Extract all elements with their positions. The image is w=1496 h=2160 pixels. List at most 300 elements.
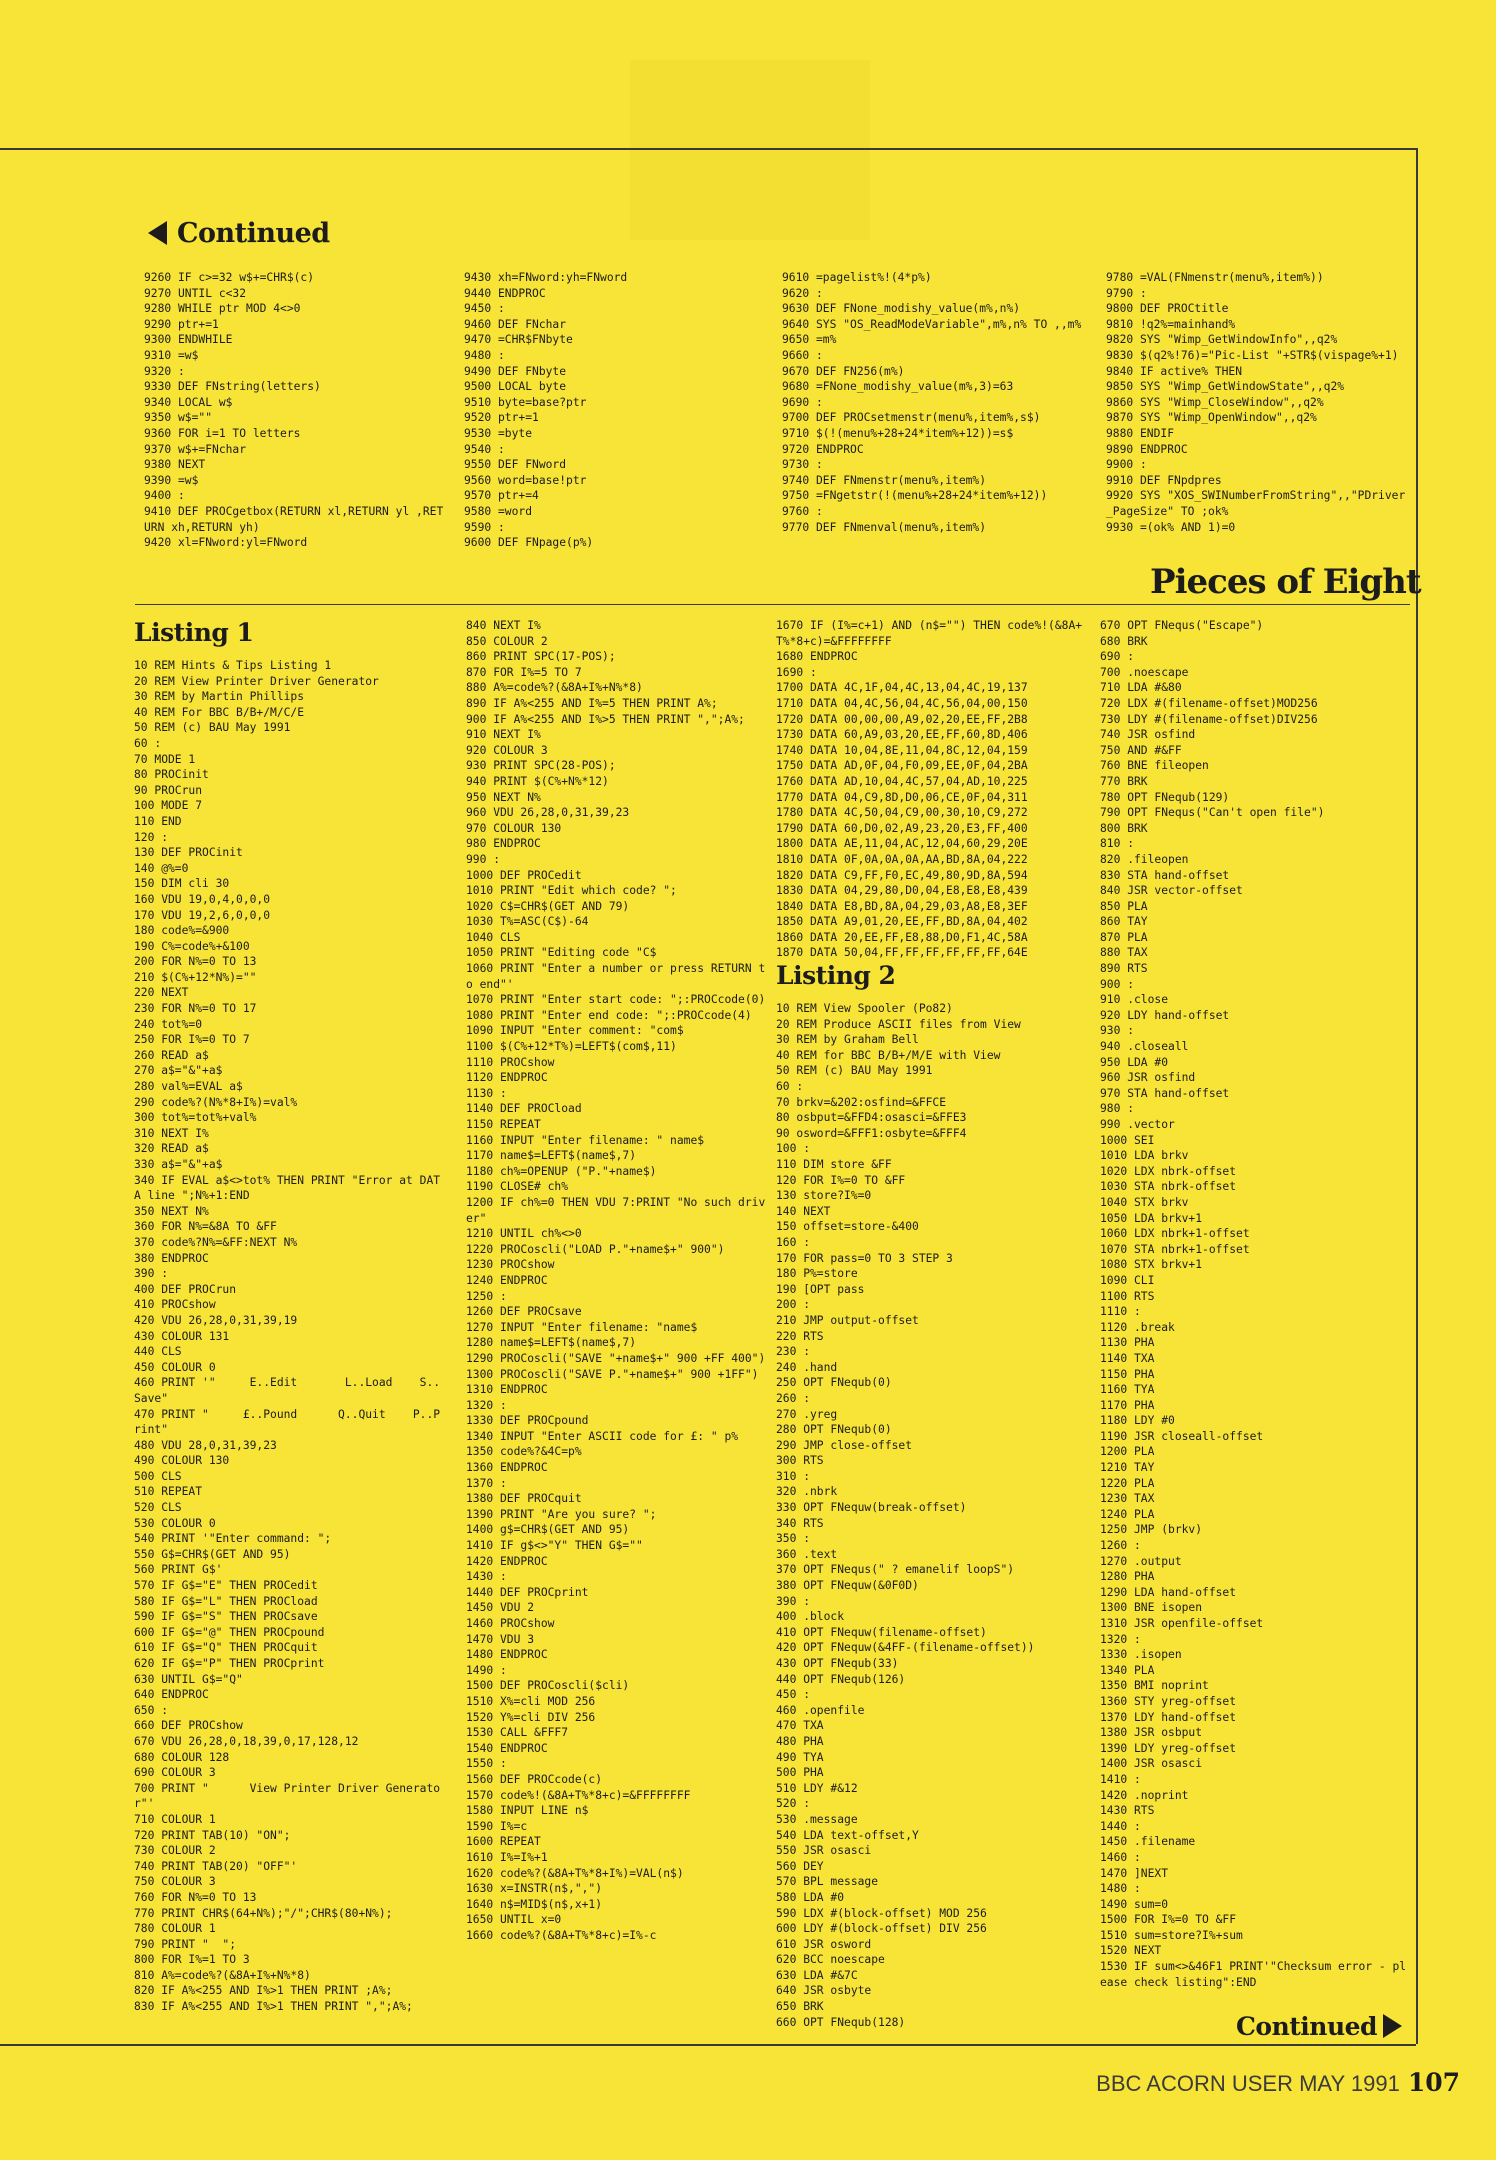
code-line: 1690 : — [776, 665, 817, 679]
code-line: 1440 : — [1100, 1819, 1141, 1833]
code-line: 1850 DATA A9,01,20,EE,FF,BD,8A,04,402 — [776, 915, 1028, 929]
code-line: 1560 DEF PROCcode(c) — [466, 1772, 603, 1786]
code-line: 620 IF G$="P" THEN PROCprint — [134, 1657, 325, 1670]
code-line: 930 : — [1100, 1024, 1135, 1038]
code-line: 710 LDA #&80 — [1100, 681, 1182, 695]
code-line: 980 ENDPROC — [466, 837, 541, 851]
code-line: 610 IF G$="Q" THEN PROCquit — [134, 1641, 318, 1655]
code-line: 350 NEXT N% — [134, 1204, 209, 1218]
code-line: 310 : — [776, 1469, 811, 1483]
code-line: 350 : — [776, 1532, 811, 1546]
code-line: 170 VDU 19,2,6,0,0,0 — [134, 908, 271, 922]
code-line: 1170 name$=LEFT$(name$,7) — [466, 1149, 637, 1163]
code-line: 550 G$=CHR$(GET AND 95) — [134, 1547, 291, 1561]
code-line: 920 LDY hand-offset — [1100, 1008, 1230, 1022]
code-line: 120 FOR I%=0 TO &FF — [776, 1173, 906, 1187]
code-line: 1320 : — [466, 1398, 507, 1412]
code-line: 980 : — [1100, 1102, 1135, 1116]
code-line: 790 PRINT " "; — [134, 1937, 237, 1951]
code-line: 840 JSR vector-offset — [1100, 884, 1243, 898]
listing-1-title: Listing 1 — [134, 618, 254, 647]
code-line: 1210 TAY — [1100, 1461, 1155, 1475]
code-line: 1160 INPUT "Enter filename: " name$ — [466, 1133, 705, 1147]
code-line: 520 CLS — [134, 1501, 182, 1515]
code-line: 9790 : — [1106, 286, 1147, 300]
code-line: 1120 ENDPROC — [466, 1071, 548, 1085]
code-line: 1290 PROCoscli("SAVE "+name$+" 900 +FF 400") — [466, 1351, 766, 1365]
code-line: 490 TYA — [776, 1750, 824, 1764]
code-line: 100 : — [776, 1142, 811, 1156]
code-line: 9520 ptr+=1 — [464, 411, 539, 425]
code-line: 9330 DEF FNstring(letters) — [144, 380, 321, 394]
code-line: 830 IF A%<255 AND I%>1 THEN PRINT ",";A%; — [134, 2000, 413, 2014]
code-line: 1170 PHA — [1100, 1398, 1155, 1412]
code-line: 480 VDU 28,0,31,39,23 — [134, 1438, 277, 1452]
code-line: 1660 code%?(&8A+T%*8+c)=I%-c — [466, 1928, 657, 1942]
code-line: 50 REM (c) BAU May 1991 — [776, 1064, 933, 1078]
code-line: 630 UNTIL G$="Q" — [134, 1672, 243, 1686]
code-line: 820 IF A%<255 AND I%>1 THEN PRINT ;A%; — [134, 1984, 393, 1998]
code-line: 110 END — [134, 814, 182, 828]
code-line: 1520 NEXT — [1100, 1944, 1162, 1958]
code-line: 660 DEF PROCshow — [134, 1719, 243, 1733]
code-line: 70 brkv=&202:osfind=&FFCE — [776, 1095, 947, 1109]
code-line: 9420 xl=FNword:yl=FNword — [144, 536, 308, 550]
code-line: 1460 PROCshow — [466, 1617, 555, 1630]
code-line: 900 : — [1100, 977, 1135, 991]
code-line: 420 OPT FNequw(&4FF-(filename-offset)) — [776, 1641, 1035, 1655]
top-code-column-3 — [782, 270, 1092, 535]
code-line: 240 tot%=0 — [134, 1017, 203, 1031]
code-line: 1500 DEF PROCoscli($cli) — [466, 1679, 630, 1693]
code-line: 1100 $(C%+12*T%)=LEFT$(com$,11) — [466, 1040, 677, 1054]
code-line: 1180 ch%=OPENUP ("P."+name$) — [466, 1164, 657, 1178]
code-line: 9300 ENDWHILE — [144, 333, 233, 347]
code-line: 1080 PRINT "Enter end code: ";:PROCcode(4) — [466, 1008, 752, 1022]
code-line: 9890 ENDPROC — [1106, 442, 1188, 456]
code-line: 1030 T%=ASC(C$)-64 — [466, 915, 589, 929]
code-line: 1530 CALL &FFF7 — [466, 1726, 569, 1740]
code-line: 660 OPT FNequb(128) — [776, 2015, 906, 2029]
code-line: 1600 REPEAT — [466, 1835, 541, 1849]
code-line: 1010 PRINT "Edit which code? "; — [466, 884, 677, 898]
code-line: 1590 I%=c — [466, 1819, 528, 1833]
code-line: 1310 JSR openfile-offset — [1100, 1617, 1264, 1630]
code-line: 740 JSR osfind — [1100, 728, 1196, 742]
code-line: 290 code%?(N%*8+I%)=val% — [134, 1095, 298, 1109]
code-line: 9480 : — [464, 348, 505, 362]
code-line: 20 REM Produce ASCII files from View — [776, 1017, 1021, 1031]
code-line: 40 REM for BBC B/B+/M/E with View — [776, 1048, 1001, 1062]
code-line: 670 VDU 26,28,0,18,39,0,17,128,12 — [134, 1734, 359, 1748]
code-line: 1500 FOR I%=0 TO &FF — [1100, 1913, 1237, 1927]
code-line: 260 : — [776, 1391, 811, 1405]
code-line: 860 PRINT SPC(17-POS); — [466, 650, 616, 664]
code-line: 80 osbput=&FFD4:osasci=&FFE3 — [776, 1111, 967, 1125]
code-line: 1230 TAX — [1100, 1492, 1155, 1506]
code-line: 220 RTS — [776, 1329, 824, 1343]
code-line: 1830 DATA 04,29,80,D0,04,E8,E8,E8,439 — [776, 884, 1028, 898]
code-line: 1050 PRINT "Editing code "C$ — [466, 946, 657, 960]
code-line: 9820 SYS "Wimp_GetWindowInfo",,q2% — [1106, 333, 1338, 347]
code-line: 1450 VDU 2 — [466, 1601, 535, 1615]
code-line: 9430 xh=FNword:yh=FNword — [464, 271, 628, 284]
section-divider-rule — [135, 604, 1410, 605]
code-line: 1750 DATA AD,0F,04,F0,09,EE,0F,04,2BA — [776, 759, 1028, 773]
code-line: 1270 INPUT "Enter filename: "name$ — [466, 1320, 698, 1334]
code-line: 9570 ptr+=4 — [464, 489, 539, 503]
code-line: 680 COLOUR 128 — [134, 1750, 230, 1764]
code-line: 9660 : — [782, 348, 823, 362]
code-line: 1350 code%?&4C=p% — [466, 1445, 582, 1459]
code-line: 570 IF G$="E" THEN PROCedit — [134, 1579, 318, 1593]
code-line: 440 OPT FNequb(126) — [776, 1672, 906, 1686]
code-line: 10 REM View Spooler (Po82) — [776, 1002, 953, 1016]
code-line: 910 .close — [1100, 993, 1169, 1007]
code-line: 9360 FOR i=1 TO letters — [144, 426, 301, 440]
code-line: 9800 DEF PROCtitle — [1106, 302, 1229, 316]
code-line: 1310 ENDPROC — [466, 1383, 548, 1397]
code-line: 190 C%=code%+&100 — [134, 939, 250, 953]
code-line: 1090 CLI — [1100, 1273, 1155, 1287]
code-line: 1270 .output — [1100, 1554, 1182, 1568]
code-line: 1380 DEF PROCquit — [466, 1492, 582, 1506]
code-line: 800 FOR I%=1 TO 3 — [134, 1953, 250, 1967]
code-line: 780 COLOUR 1 — [134, 1922, 216, 1936]
code-line: 9680 =FNone_modishy_value(m%,3)=63 — [782, 380, 1014, 394]
code-line: 630 LDA #&7C — [776, 1968, 858, 1982]
code-line: 1150 REPEAT — [466, 1118, 541, 1131]
frame-top-rule — [0, 148, 1416, 150]
code-line: 160 : — [776, 1235, 811, 1249]
code-line: 710 COLOUR 1 — [134, 1812, 216, 1826]
code-line: 940 PRINT $(C%+N%*12) — [466, 774, 609, 788]
code-line: 1420 ENDPROC — [466, 1554, 548, 1568]
code-line: 1430 RTS — [1100, 1804, 1155, 1818]
code-line: 1110 : — [1100, 1305, 1141, 1319]
code-line: 1140 DEF PROCload — [466, 1102, 582, 1116]
right-arrow-icon — [1383, 2014, 1402, 2038]
code-line: 9780 =VAL(FNmenstr(menu%,item%)) — [1106, 271, 1324, 284]
code-line: 990 : — [466, 852, 501, 866]
code-line: 9750 =FNgetstr(!(menu%+28+24*item%+12)) — [782, 489, 1048, 503]
code-line: 9730 : — [782, 458, 823, 472]
code-line: 1400 JSR osasci — [1100, 1757, 1203, 1771]
code-line: 1200 IF ch%=0 THEN VDU 7:PRINT "No such driver" — [466, 1195, 766, 1225]
code-line: 1210 UNTIL ch%<>0 — [466, 1227, 582, 1241]
code-line: 9340 LOCAL w$ — [144, 395, 233, 409]
code-line: 1450 .filename — [1100, 1835, 1196, 1849]
code-line: 1550 : — [466, 1757, 507, 1771]
code-line: 960 VDU 26,28,0,31,39,23 — [466, 806, 630, 820]
code-line: 1340 PLA — [1100, 1663, 1155, 1677]
code-line: 110 DIM store &FF — [776, 1158, 892, 1171]
code-line: 1030 STA nbrk-offset — [1100, 1180, 1237, 1194]
code-line: 1190 JSR closeall-offset — [1100, 1429, 1264, 1443]
code-line: 9630 DEF FNone_modishy_value(m%,n%) — [782, 302, 1021, 316]
code-line: 300 tot%=tot%+val% — [134, 1111, 257, 1125]
code-line: 9590 : — [464, 520, 505, 534]
code-line: 30 REM by Graham Bell — [776, 1033, 919, 1047]
code-line: 9440 ENDPROC — [464, 286, 546, 300]
code-line: 300 RTS — [776, 1454, 824, 1468]
code-line: 1060 LDX nbrk+1-offset — [1100, 1227, 1250, 1241]
code-line: 670 OPT FNequs("Escape") — [1100, 619, 1264, 632]
code-line: 1720 DATA 00,00,00,A9,02,20,EE,FF,2B8 — [776, 712, 1028, 726]
code-line: 690 COLOUR 3 — [134, 1766, 216, 1780]
code-line: 1710 DATA 04,4C,56,04,4C,56,04,00,150 — [776, 696, 1028, 710]
code-line: 310 NEXT I% — [134, 1126, 209, 1140]
code-line: 1420 .noprint — [1100, 1788, 1189, 1802]
code-line: 140 NEXT — [776, 1204, 831, 1218]
code-line: 680 BRK — [1100, 634, 1148, 648]
code-line: 1160 TYA — [1100, 1383, 1155, 1397]
frame-right-rule — [1416, 148, 1418, 2044]
code-line: 560 DEY — [776, 1859, 824, 1873]
code-line: 9530 =byte — [464, 426, 533, 440]
code-line: 9310 =w$ — [144, 348, 199, 362]
code-line: 9600 DEF FNpage(p%) — [464, 536, 594, 550]
code-line: 160 VDU 19,0,4,0,0,0 — [134, 892, 271, 906]
code-line: 1130 PHA — [1100, 1336, 1155, 1350]
code-line: 9580 =word — [464, 504, 533, 518]
code-line: 290 JMP close-offset — [776, 1438, 913, 1452]
code-line: 770 BRK — [1100, 774, 1148, 788]
code-line: 1540 ENDPROC — [466, 1741, 548, 1755]
code-line: 1370 LDY hand-offset — [1100, 1710, 1237, 1724]
page-number: 107 — [1407, 2068, 1460, 2097]
code-line: 1740 DATA 10,04,8E,11,04,8C,12,04,159 — [776, 743, 1028, 757]
code-line: 9260 IF c>=32 w$+=CHR$(c) — [144, 271, 315, 284]
code-line: 9540 : — [464, 442, 505, 456]
code-line: 9850 SYS "Wimp_GetWindowState",,q2% — [1106, 380, 1345, 394]
code-line: 1480 ENDPROC — [466, 1648, 548, 1662]
code-line: 9380 NEXT — [144, 458, 206, 472]
code-line: 970 STA hand-offset — [1100, 1086, 1230, 1100]
code-line: 1060 PRINT "Enter a number or press RETURN to end"' — [466, 962, 766, 991]
code-line: 380 OPT FNequw(&0F0D) — [776, 1579, 919, 1593]
code-line: 490 COLOUR 130 — [134, 1454, 230, 1468]
code-line: 900 IF A%<255 AND I%>5 THEN PRINT ",";A%; — [466, 712, 745, 726]
code-line: 720 PRINT TAB(10) "ON"; — [134, 1828, 291, 1842]
code-line: 9930 =(ok% AND 1)=0 — [1106, 520, 1236, 534]
code-line: 330 a$="&"+a$ — [134, 1158, 223, 1171]
code-line: 1330 DEF PROCpound — [466, 1414, 589, 1428]
code-line: 1250 : — [466, 1289, 507, 1303]
code-line: 50 REM (c) BAU May 1991 — [134, 721, 291, 735]
code-line: 320 READ a$ — [134, 1142, 209, 1156]
code-line: 9870 SYS "Wimp_OpenWindow",,q2% — [1106, 411, 1317, 425]
code-line: 330 OPT FNequw(break-offset) — [776, 1501, 967, 1515]
code-line: 9810 !q2%=mainhand% — [1106, 317, 1236, 331]
code-line: 510 LDY #&12 — [776, 1781, 858, 1795]
code-line: 940 .closeall — [1100, 1040, 1189, 1054]
continued-next-label: Continued — [1236, 2012, 1378, 2041]
code-line: 1490 : — [466, 1663, 507, 1677]
code-line: 200 FOR N%=0 TO 13 — [134, 955, 257, 969]
code-line: 9500 LOCAL byte — [464, 380, 567, 394]
code-line: 850 COLOUR 2 — [466, 634, 548, 648]
code-line: 1760 DATA AD,10,04,4C,57,04,AD,10,225 — [776, 774, 1028, 788]
code-line: 600 IF G$="@" THEN PROCpound — [134, 1625, 325, 1639]
code-line: 70 MODE 1 — [134, 752, 196, 766]
code-line: 1650 UNTIL x=0 — [466, 1913, 562, 1927]
continued-from-heading — [148, 218, 330, 249]
code-line: 9620 : — [782, 286, 823, 300]
code-line: 470 PRINT " £..Pound Q..Quit P..Print" — [134, 1407, 441, 1437]
code-line: 770 PRINT CHR$(64+N%);"/";CHR$(80+N%); — [134, 1906, 393, 1920]
code-line: 580 IF G$="L" THEN PROCload — [134, 1594, 318, 1608]
code-line: 380 ENDPROC — [134, 1251, 209, 1265]
code-line: 1790 DATA 60,D0,02,A9,23,20,E3,FF,400 — [776, 821, 1028, 835]
code-line: 1380 JSR osbput — [1100, 1726, 1203, 1740]
code-line: 730 LDY #(filename-offset)DIV256 — [1100, 712, 1318, 726]
code-line: 1040 CLS — [466, 930, 521, 944]
code-line: 210 $(C%+12*N%)="" — [134, 970, 257, 984]
code-line: 1300 PROCoscli("SAVE P."+name$+" 900 +1FF") — [466, 1367, 759, 1381]
code-line: 530 .message — [776, 1812, 858, 1826]
bottom-code-column-4 — [1100, 618, 1412, 1990]
code-line: 80 PROCinit — [134, 768, 209, 782]
code-line: 1470 VDU 3 — [466, 1632, 535, 1646]
code-line: 20 REM View Printer Driver Generator — [134, 674, 379, 688]
code-line: 9710 $(!(menu%+28+24*item%+12))=s$ — [782, 426, 1014, 440]
code-line: 9510 byte=base?ptr — [464, 395, 587, 409]
code-line: 9830 $(q2%!76)="Pic-List "+STR$(vispage%+1) — [1106, 348, 1399, 362]
code-line: 990 .vector — [1100, 1118, 1175, 1131]
code-line: 1520 Y%=cli DIV 256 — [466, 1710, 596, 1724]
code-line: 9840 IF active% THEN — [1106, 364, 1243, 378]
code-line: 1230 PROCshow — [466, 1258, 555, 1272]
code-line: 9450 : — [464, 302, 505, 316]
code-line: 510 REPEAT — [134, 1485, 203, 1499]
code-line: 140 @%=0 — [134, 861, 189, 875]
code-line: 550 JSR osasci — [776, 1844, 872, 1858]
code-line: 890 RTS — [1100, 962, 1148, 976]
code-line: 340 IF EVAL a$<>tot% THEN PRINT "Error at DATA line ";N%+1:END — [134, 1173, 441, 1203]
bottom-code-column-3 — [776, 618, 1088, 2030]
section-title: Pieces of Eight — [1150, 562, 1421, 602]
code-line: 190 [OPT pass — [776, 1282, 865, 1296]
code-line: 1770 DATA 04,C9,8D,D0,06,CE,0F,04,311 — [776, 790, 1028, 804]
code-line: 920 COLOUR 3 — [466, 743, 548, 757]
code-line: 870 PLA — [1100, 930, 1148, 944]
frame-bottom-rule — [0, 2044, 1416, 2046]
code-line: 9860 SYS "Wimp_CloseWindow",,q2% — [1106, 395, 1324, 409]
code-line: 9900 : — [1106, 458, 1147, 472]
code-line: 9560 word=base!ptr — [464, 473, 587, 487]
code-line: 9910 DEF FNpdpres — [1106, 473, 1222, 487]
code-line: 320 .nbrk — [776, 1485, 838, 1499]
code-line: 790 OPT FNequs("Can't open file") — [1100, 806, 1325, 820]
top-code-column-2 — [464, 270, 764, 551]
code-line: 810 : — [1100, 837, 1135, 851]
code-line: 480 PHA — [776, 1734, 824, 1748]
code-line: 230 : — [776, 1345, 811, 1359]
code-line: 1000 DEF PROCedit — [466, 868, 582, 882]
code-line: 130 store?I%=0 — [776, 1189, 872, 1203]
code-line: 10 REM Hints & Tips Listing 1 — [134, 659, 332, 672]
code-line: 9350 w$="" — [144, 411, 213, 425]
code-line: 830 STA hand-offset — [1100, 868, 1230, 882]
code-line: 400 DEF PROCrun — [134, 1282, 237, 1296]
code-line: 1140 TXA — [1100, 1351, 1155, 1365]
code-line: 1200 PLA — [1100, 1445, 1155, 1459]
code-line: 1300 BNE isopen — [1100, 1601, 1203, 1615]
code-line: 9290 ptr+=1 — [144, 317, 219, 331]
code-line: 1780 DATA 4C,50,04,C9,00,30,10,C9,272 — [776, 806, 1028, 820]
code-line: 1630 x=INSTR(n$,",") — [466, 1882, 603, 1896]
code-line: 1280 name$=LEFT$(name$,7) — [466, 1336, 637, 1350]
code-line: 1570 code%!(&8A+T%*8+c)=&FFFFFFFF — [466, 1788, 691, 1802]
code-line: 1020 LDX nbrk-offset — [1100, 1164, 1237, 1178]
code-line: 870 FOR I%=5 TO 7 — [466, 665, 582, 679]
code-line: 1150 PHA — [1100, 1367, 1155, 1381]
code-line: 9470 =CHR$FNbyte — [464, 333, 573, 347]
listing-2-title: Listing 2 — [776, 961, 896, 991]
code-line: 340 RTS — [776, 1516, 824, 1530]
code-line: 560 PRINT G$' — [134, 1563, 223, 1577]
code-line: 1410 : — [1100, 1772, 1141, 1786]
code-line: 810 A%=code%?(&8A+I%+N%*8) — [134, 1968, 311, 1982]
code-line: 150 DIM cli 30 — [134, 877, 230, 891]
code-line: 180 P%=store — [776, 1267, 858, 1281]
code-line: 590 LDX #(block-offset) MOD 256 — [776, 1906, 987, 1920]
code-line: 1220 PROCoscli("LOAD P."+name$+" 900") — [466, 1242, 725, 1256]
code-line: 1870 DATA 50,04,FF,FF,FF,FF,FF,FF,64E — [776, 946, 1028, 960]
code-line: 9650 =m% — [782, 333, 837, 347]
code-line: 450 COLOUR 0 — [134, 1360, 216, 1374]
code-line: 9550 DEF FNword — [464, 458, 567, 472]
code-line: 1580 INPUT LINE n$ — [466, 1804, 589, 1818]
code-line: 1610 I%=I%+1 — [466, 1850, 548, 1864]
code-line: 130 DEF PROCinit — [134, 846, 243, 860]
code-line: 1360 ENDPROC — [466, 1461, 548, 1475]
code-line: 570 BPL message — [776, 1875, 879, 1889]
code-line: 750 COLOUR 3 — [134, 1875, 216, 1889]
code-line: 120 : — [134, 830, 169, 844]
code-line: 1470 ]NEXT — [1100, 1866, 1169, 1880]
code-line: 9880 ENDIF — [1106, 426, 1175, 440]
code-line: 1280 PHA — [1100, 1570, 1155, 1584]
faint-background-box — [630, 60, 870, 240]
code-line: 270 .yreg — [776, 1407, 838, 1421]
code-line: 460 PRINT '" E..Edit L..Load S..Save" — [134, 1376, 441, 1405]
bottom-code-column-1 — [134, 618, 444, 2015]
code-line: 9370 w$+=FNchar — [144, 442, 247, 456]
code-line: 580 LDA #0 — [776, 1890, 845, 1904]
code-line: 730 COLOUR 2 — [134, 1844, 216, 1858]
code-line: 1640 n$=MID$(n$,x+1) — [466, 1897, 603, 1911]
code-line: 1070 STA nbrk+1-offset — [1100, 1242, 1250, 1256]
left-arrow-icon — [148, 221, 167, 245]
code-line: 740 PRINT TAB(20) "OFF"' — [134, 1859, 298, 1873]
code-line: 750 AND #&FF — [1100, 743, 1182, 757]
code-line: 1680 ENDPROC — [776, 650, 858, 664]
code-line: 260 READ a$ — [134, 1048, 209, 1062]
code-line: 640 JSR osbyte — [776, 1984, 872, 1998]
code-line: 600 LDY #(block-offset) DIV 256 — [776, 1922, 987, 1936]
code-line: 1700 DATA 4C,1F,04,4C,13,04,4C,19,137 — [776, 681, 1028, 695]
code-line: 220 NEXT — [134, 986, 189, 1000]
code-line: 1340 INPUT "Enter ASCII code for £: " p% — [466, 1429, 739, 1443]
code-line: 890 IF A%<255 AND I%=5 THEN PRINT A%; — [466, 696, 718, 710]
code-line: 200 : — [776, 1298, 811, 1312]
code-line: 360 FOR N%=&8A TO &FF — [134, 1220, 277, 1234]
code-line: 9670 DEF FN256(m%) — [782, 364, 905, 378]
code-line: 1350 BMI noprint — [1100, 1679, 1209, 1693]
code-line: 1810 DATA 0F,0A,0A,0A,AA,BD,8A,04,222 — [776, 852, 1028, 866]
